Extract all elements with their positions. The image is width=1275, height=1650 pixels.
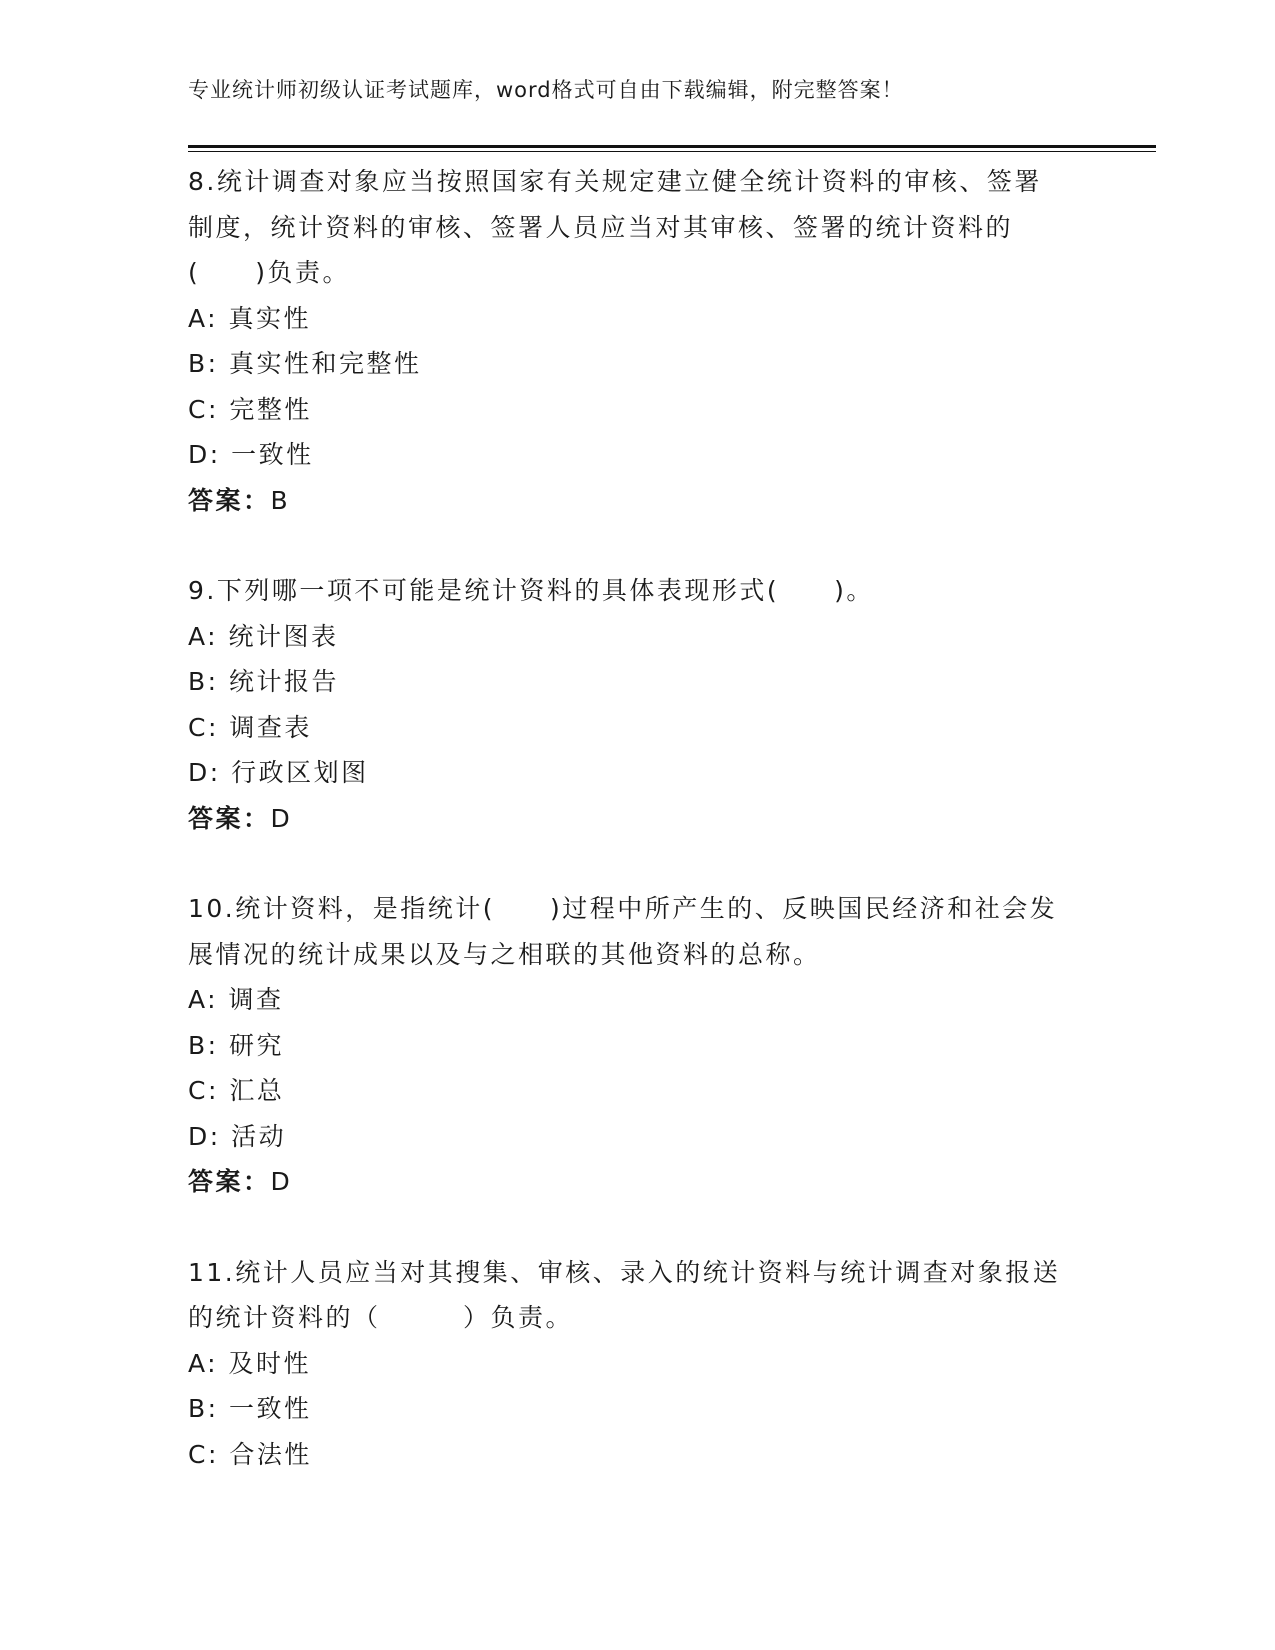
- answer-line: [188, 796, 1088, 842]
- question-stem: 8.统计调查对象应当按照国家有关规定建立健全统计资料的审核、签署制度，统计资料的审核、签署人员应当对其审核、签署的统计资料的( )负责。: [188, 167, 1042, 287]
- option-b: B: 真实性和完整性: [188, 349, 422, 378]
- option-b: B: 统计报告: [188, 667, 340, 696]
- option-a: A: 统计图表: [188, 621, 339, 651]
- answer-line: [188, 478, 1088, 524]
- option-a: A: 及时性: [188, 1348, 312, 1378]
- answer-label: 答案：: [188, 803, 271, 833]
- answer-line: [188, 1159, 1088, 1205]
- page-header: 专业统计师初级认证考试题库，word格式可自由下载编辑，附完整答案！: [188, 78, 904, 102]
- answer-value: D: [270, 1167, 293, 1196]
- answer-label: 答案：: [188, 1167, 271, 1196]
- option-a: A: 调查: [188, 985, 284, 1014]
- option-c: C: 完整性: [188, 394, 312, 424]
- question-stem: 11.统计人员应当对其搜集、审核、录入的统计资料与统计调查对象报送的统计资料的（ ）负责。: [188, 1257, 1061, 1332]
- answer-label: 答案：: [188, 485, 271, 515]
- option-a: A: 真实性: [188, 303, 312, 333]
- header-rule-thick: [188, 145, 1156, 148]
- question-stem: 10.统计资料，是指统计( )过程中所产生的、反映国民经济和社会发展情况的统计成果以及与之相联的其他资料的总称。: [188, 894, 1058, 969]
- option-c: C: 汇总: [188, 1076, 285, 1105]
- option-c: C: 合法性: [188, 1439, 312, 1469]
- option-b: B: 研究: [188, 1030, 285, 1060]
- question-8: [188, 159, 1088, 523]
- question-9: [188, 568, 1088, 841]
- header-rule-thin: [188, 151, 1156, 152]
- question-list: [188, 159, 1088, 1522]
- question-11: [188, 1250, 1088, 1478]
- question-stem: 9.下列哪一项不可能是统计资料的具体表现形式( )。: [188, 576, 874, 605]
- option-d: D: 行政区划图: [188, 758, 369, 787]
- option-b: B: 一致性: [188, 1394, 312, 1423]
- question-10: [188, 886, 1088, 1205]
- answer-value: D: [270, 803, 293, 833]
- option-c: C: 调查表: [188, 712, 312, 742]
- answer-value: B: [270, 485, 291, 515]
- option-d: D: 一致性: [188, 440, 314, 469]
- option-d: D: 活动: [188, 1121, 287, 1151]
